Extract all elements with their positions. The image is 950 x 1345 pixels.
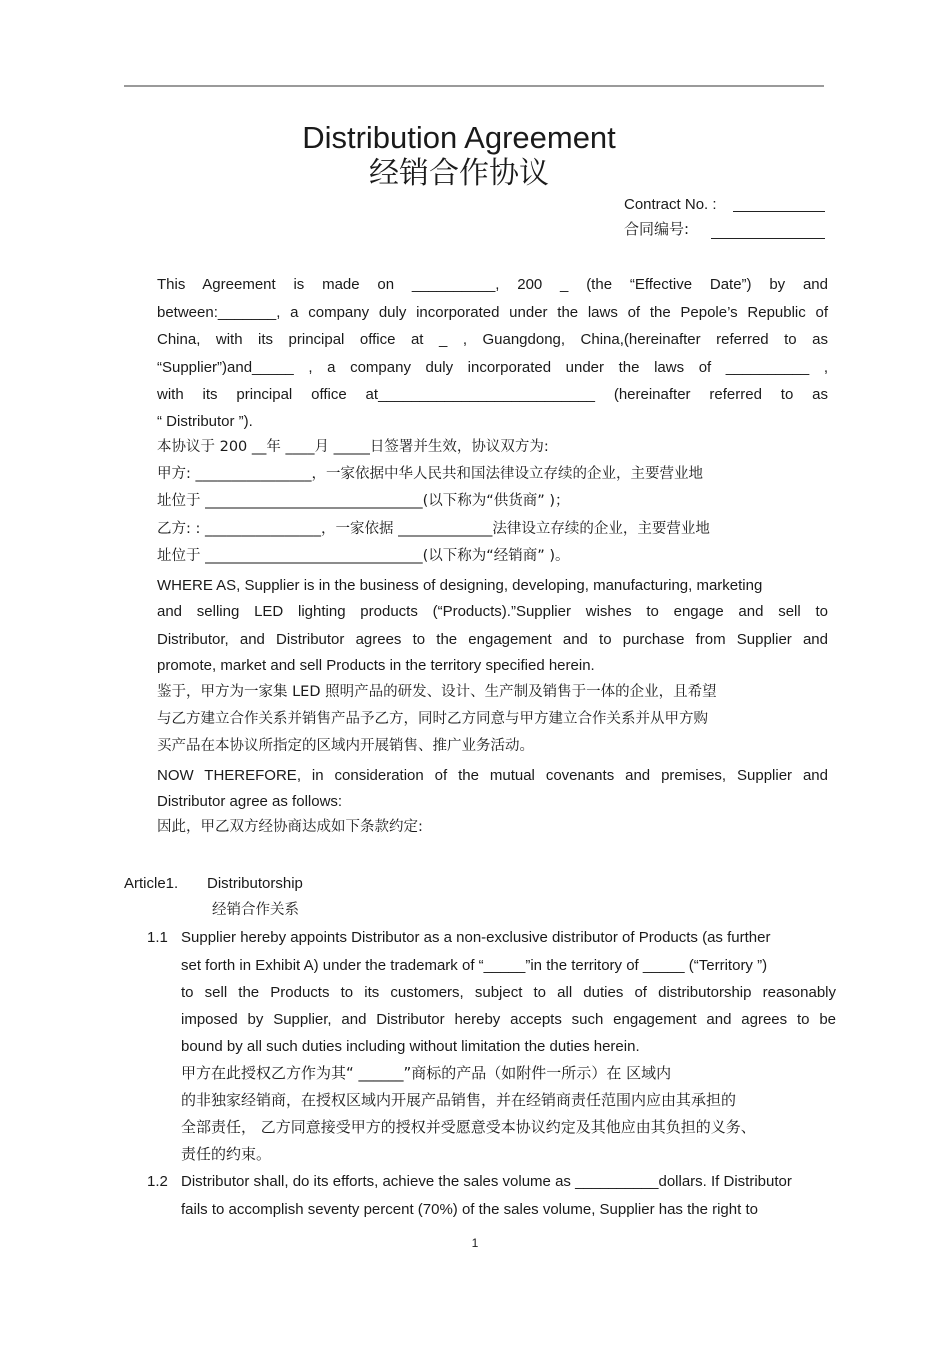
- clause-cn-line: 全部责任， 乙方同意接受甲方的授权并受愿意受本协议约定及其他应由其负担的义务、: [181, 1118, 756, 1136]
- preamble-line: “ Distributor ”).: [157, 413, 253, 430]
- whereas-cn-line: 与乙方建立合作关系并销售产品予乙方，同时乙方同意与甲方建立合作关系并从甲方购: [157, 711, 708, 727]
- preamble-line: with its principal office at__________________________ (hereinafter referred to as: [157, 386, 828, 403]
- clause-cn-line: 的非独家经销商，在授权区域内开展产品销售，并在经销商责任范围内应由其承担的: [181, 1091, 737, 1109]
- whereas-cn-line: 鉴于，甲方为一家集 LED 照明产品的研发、设计、生产制及销售于一体的企业，且希望: [157, 684, 717, 700]
- document-title-cn: 经销合作协议: [369, 156, 549, 191]
- preamble-cn-line: 址位于 ______________________________(以下称为“供货商” )；: [157, 493, 570, 509]
- contract-no-label: Contract No. :: [624, 196, 717, 213]
- clause-line: Supplier hereby appoints Distributor as a non-exclusive distributor of Products (as further: [181, 929, 771, 946]
- clause-line: bound by all such duties including without limitation the duties herein.: [181, 1038, 640, 1055]
- page-number: 1: [471, 1236, 479, 1250]
- clause-line: Distributor shall, do its efforts, achieve the sales volume as __________dollars. If Distributor: [181, 1173, 792, 1190]
- now-therefore-line: NOW THEREFORE, in consideration of the mutual covenants and premises, Supplier and: [157, 767, 828, 784]
- preamble-cn-line: 址位于 ______________________________(以下称为“经销商” )。: [157, 548, 570, 564]
- whereas-cn-line: 买产品在本协议所指定的区域内开展销售、推广业务活动。: [157, 738, 534, 754]
- preamble-line: “Supplier”)and_____ , a company duly incorporated under the laws of __________ ,: [157, 359, 828, 376]
- whereas-line: Distributor, and Distributor agrees to the engagement and to purchase from Supplier and: [157, 631, 828, 648]
- clause-line: to sell the Products to its customers, subject to all duties of distributorship reasonably: [181, 984, 836, 1001]
- now-therefore-line: Distributor agree as follows:: [157, 793, 343, 810]
- preamble-line: China, with its principal office at _ , Guangdong, China,(hereinafter referred to as: [157, 331, 828, 348]
- clause-cn-line: 责任的约束。: [181, 1145, 272, 1163]
- clause-line: fails to accomplish seventy percent (70%) of the sales volume, Supplier has the right to: [181, 1201, 758, 1218]
- preamble-cn-line: 甲方: ________________，一家依据中华人民共和国法律设立存续的企业，主要营业地: [157, 466, 703, 482]
- clause-number: 1.1: [147, 929, 168, 946]
- whereas-line: WHERE AS, Supplier is in the business of designing, developing, manufacturing, marketing: [157, 577, 763, 594]
- contract-no-blank-cn: [711, 238, 825, 239]
- preamble-line: between:_______, a company duly incorporated under the laws of the Pepole’s Republic of: [157, 304, 828, 321]
- preamble-line: This Agreement is made on __________, 200 _ (the “Effective Date”) by and: [157, 276, 828, 293]
- article-number: Article1.: [124, 875, 179, 892]
- preamble-cn-line: 本协议于 200 __年 ____月 _____日签署并生效，协议双方为:: [157, 439, 549, 455]
- whereas-line: and selling LED lighting products (“Products).”Supplier wishes to engage and sell to: [157, 603, 828, 620]
- whereas-line: promote, market and sell Products in the territory specified herein.: [157, 657, 595, 674]
- clause-number: 1.2: [147, 1173, 168, 1190]
- clause-line: imposed by Supplier, and Distributor hereby accepts such engagement and agrees to be: [181, 1011, 836, 1028]
- contract-no-blank: [733, 211, 825, 212]
- header-rule: [124, 85, 824, 87]
- now-therefore-cn: 因此，甲乙双方经协商达成如下条款约定:: [157, 819, 423, 835]
- clause-cn-line: 甲方在此授权乙方作为其“ ______”商标的产品（如附件一所示）在 区域内: [181, 1064, 672, 1082]
- preamble-cn-line: 乙方: : ________________，一家依据 _____________法律设立存续的企业，主要营业地: [157, 521, 710, 537]
- article-title-cn: 经销合作关系: [212, 902, 299, 918]
- article-title: Distributorship: [207, 875, 303, 892]
- document-title: Distribution Agreement: [302, 120, 616, 155]
- clause-line: set forth in Exhibit A) under the trademark of “_____”in the territory of _____ (“Territory ”): [181, 957, 768, 974]
- contract-no-label-cn: 合同编号:: [624, 220, 690, 238]
